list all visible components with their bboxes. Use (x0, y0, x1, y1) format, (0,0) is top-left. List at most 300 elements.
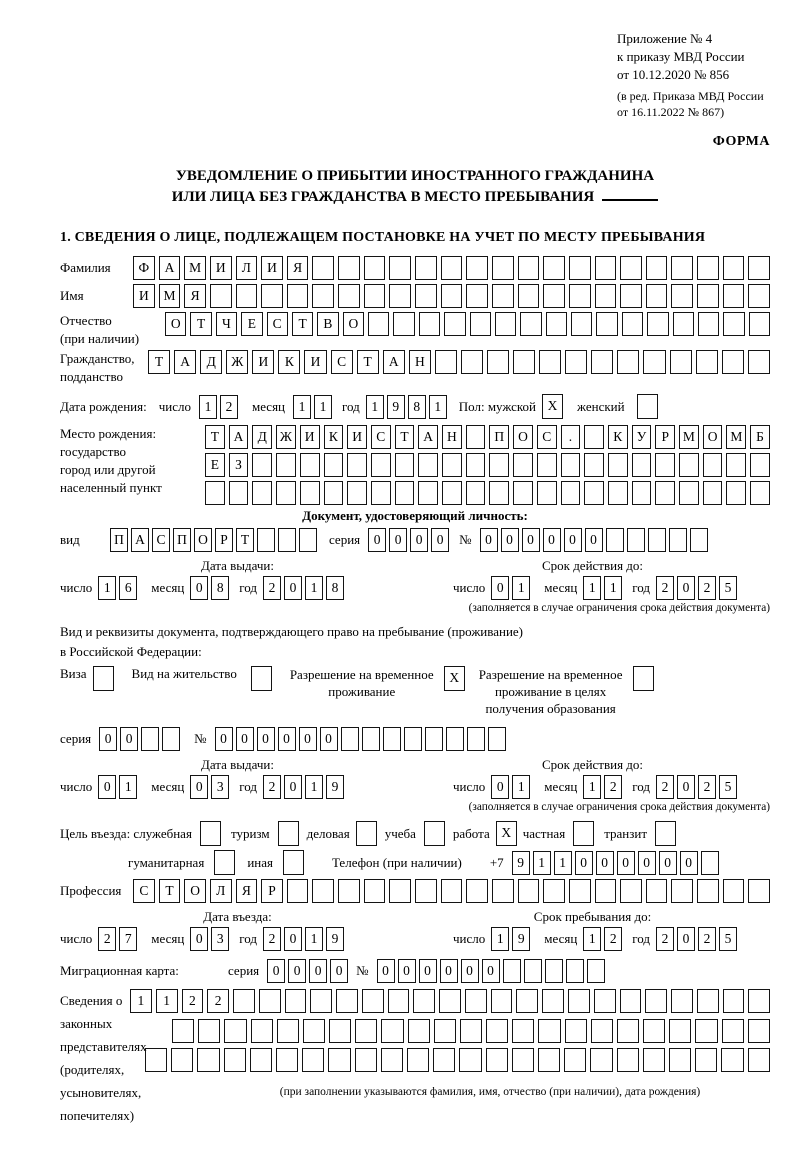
birth-date-label: Дата рождения: (60, 398, 147, 414)
birth-place-rows (205, 425, 770, 505)
char-cell (569, 284, 591, 308)
char-cell: 0 (309, 959, 327, 983)
residence-permit-checkbox (251, 666, 272, 691)
patronymic-label: Отчество (при наличии) (60, 313, 140, 346)
char-cell (608, 481, 628, 505)
representatives-cells-1 (130, 989, 770, 1013)
temp-permit-checkbox (444, 666, 465, 691)
char-cell: 0 (431, 528, 449, 552)
month-label: месяц (544, 779, 578, 794)
char-cell: 9 (512, 851, 530, 875)
char-cell: 0 (482, 959, 500, 983)
representatives-label: Сведения о законных представителях (родителях, усыновителях, попечителях) (60, 993, 147, 1123)
char-cell (356, 821, 377, 846)
validity-note: (заполняется в случае ограничения срока действия документа) (468, 602, 770, 614)
char-cell (251, 1019, 273, 1043)
char-cell (617, 1019, 639, 1043)
char-cell (197, 1048, 219, 1072)
day-label: число (453, 580, 486, 595)
char-cell (276, 481, 296, 505)
char-cell: 0 (522, 528, 540, 552)
char-cell (750, 453, 770, 477)
char-cell (145, 1048, 167, 1072)
identity-valid-col (415, 558, 770, 614)
char-cell: А (159, 256, 181, 280)
char-cell (93, 666, 114, 691)
purpose-humanitarian-checkbox (214, 850, 235, 875)
char-cell: 0 (284, 775, 302, 799)
char-cell (671, 989, 693, 1013)
char-cell (467, 727, 485, 751)
char-cell (647, 312, 668, 336)
given-name-cells (133, 284, 770, 308)
field-patronymic (60, 312, 770, 348)
char-cell (214, 850, 235, 875)
char-cell (595, 284, 617, 308)
char-cell (512, 1019, 534, 1043)
phone-prefix: +7 (489, 854, 504, 870)
entry-date-title: Дата въезда: (203, 909, 272, 924)
entry-dates (60, 909, 770, 951)
char-cell (617, 350, 639, 374)
char-cell (723, 256, 745, 280)
migration-card-label: Миграционная карта: (60, 963, 179, 978)
char-cell: 0 (284, 576, 302, 600)
char-cell: 0 (491, 576, 509, 600)
char-cell: Ф (133, 256, 155, 280)
char-cell (371, 481, 391, 505)
char-cell: 1 (533, 851, 551, 875)
stay-until-col (415, 909, 770, 951)
char-cell (748, 989, 770, 1013)
char-cell (287, 879, 309, 903)
header-amend-line: (в ред. Приказа МВД России (617, 89, 764, 103)
char-cell: 1 (583, 927, 601, 951)
sex-female-checkbox (637, 394, 658, 419)
char-cell: 0 (215, 727, 233, 751)
char-cell (646, 284, 668, 308)
char-cell (415, 284, 437, 308)
char-cell: И (261, 256, 283, 280)
char-cell (627, 528, 645, 552)
char-cell (341, 727, 359, 751)
char-cell: Л (236, 256, 258, 280)
char-cell: 1 (98, 576, 116, 600)
purpose-humanitarian-label: гуманитарная (128, 854, 205, 870)
char-cell (441, 879, 463, 903)
purpose-business-checkbox (200, 821, 221, 846)
stay-day (491, 927, 530, 951)
identity-issue-groups (60, 576, 415, 600)
char-cell: Р (655, 425, 675, 449)
phone-label: Телефон (при наличии) (331, 854, 462, 870)
representatives-cells-3 (145, 1048, 770, 1072)
residence-series-cells (99, 727, 180, 751)
char-cell: 0 (575, 851, 593, 875)
char-cell (620, 989, 642, 1013)
char-cell: 0 (677, 576, 695, 600)
char-cell (748, 350, 770, 374)
char-cell (697, 284, 719, 308)
sex-male-checkbox (542, 394, 563, 419)
char-cell: 0 (680, 851, 698, 875)
char-cell: 2 (698, 927, 716, 951)
char-cell (543, 256, 565, 280)
char-cell: С (267, 312, 288, 336)
char-cell: П (489, 425, 509, 449)
char-cell (424, 821, 445, 846)
char-cell: Ж (226, 350, 248, 374)
month-label: месяц (151, 779, 185, 794)
residence-valid-day (491, 775, 530, 799)
char-cell: 6 (119, 576, 137, 600)
char-cell: Я (184, 284, 206, 308)
purpose-private-checkbox (573, 821, 594, 846)
day-label: число (158, 398, 191, 414)
char-cell: 2 (220, 395, 238, 419)
char-cell (466, 256, 488, 280)
char-cell: Т (190, 312, 211, 336)
char-cell (489, 481, 509, 505)
identity-valid-day (491, 576, 530, 600)
char-cell (171, 1048, 193, 1072)
char-cell (518, 256, 540, 280)
char-cell: И (252, 350, 274, 374)
char-cell: К (278, 350, 300, 374)
day-label: число (60, 931, 93, 946)
header-block (617, 30, 770, 84)
purpose-tourism-checkbox (278, 821, 299, 846)
char-cell (324, 481, 344, 505)
char-cell (695, 1048, 717, 1072)
number-label: № (356, 963, 369, 978)
char-cell (495, 312, 516, 336)
sex-female-label: женский (577, 398, 625, 414)
purpose-transit-label: транзит (604, 825, 648, 841)
char-cell (355, 1048, 377, 1072)
char-cell: 0 (596, 851, 614, 875)
birth-place-cells-3 (205, 481, 770, 505)
given-name-label: Имя (60, 288, 84, 303)
residence-valid-col (415, 757, 770, 813)
char-cell: X (496, 821, 517, 846)
char-cell (721, 1048, 743, 1072)
char-cell: Б (750, 425, 770, 449)
char-cell: 0 (419, 959, 437, 983)
char-cell: 2 (263, 775, 281, 799)
char-cell (407, 1048, 429, 1072)
char-cell: 2 (698, 775, 716, 799)
stay-until-title: Срок пребывания до: (533, 909, 652, 924)
char-cell (543, 879, 565, 903)
char-cell (347, 481, 367, 505)
char-cell (545, 959, 563, 983)
char-cell (516, 989, 538, 1013)
char-cell (250, 1048, 272, 1072)
char-cell: 1 (156, 989, 178, 1013)
migration-number-cells (377, 959, 605, 983)
char-cell (310, 989, 332, 1013)
char-cell: Т (357, 350, 379, 374)
residence-valid-year (656, 775, 737, 799)
char-cell: 0 (99, 727, 117, 751)
char-cell: 0 (585, 528, 603, 552)
char-cell: М (726, 425, 746, 449)
char-cell (673, 312, 694, 336)
char-cell (362, 727, 380, 751)
char-cell (488, 727, 506, 751)
char-cell (287, 284, 309, 308)
day-label: число (453, 931, 486, 946)
issue-date-title: Дата выдачи: (200, 558, 274, 573)
char-cell: 2 (604, 775, 622, 799)
identity-valid-month (583, 576, 622, 600)
citizenship-label: Гражданство, подданство (60, 351, 135, 384)
surname-label: Фамилия (60, 260, 111, 275)
char-cell (466, 284, 488, 308)
char-cell: П (173, 528, 191, 552)
header-amend-line: от 16.11.2022 № 867) (617, 105, 725, 119)
char-cell (568, 989, 590, 1013)
char-cell (415, 879, 437, 903)
char-cell: О (513, 425, 533, 449)
char-cell: Т (395, 425, 415, 449)
purpose-work-checkbox (496, 821, 517, 846)
char-cell (643, 350, 665, 374)
char-cell (395, 453, 415, 477)
char-cell (632, 481, 652, 505)
char-cell (518, 284, 540, 308)
char-cell (608, 453, 628, 477)
char-cell (669, 1019, 691, 1043)
char-cell (285, 989, 307, 1013)
char-cell (620, 284, 642, 308)
char-cell (748, 1048, 770, 1072)
field-surname (60, 256, 770, 280)
char-cell: 0 (677, 775, 695, 799)
purpose-other-label: иная (247, 854, 273, 870)
char-cell: 9 (326, 775, 344, 799)
month-label: месяц (151, 931, 185, 946)
char-cell: Е (241, 312, 262, 336)
char-cell (446, 727, 464, 751)
char-cell (538, 1048, 560, 1072)
char-cell (491, 989, 513, 1013)
field-given-name (60, 284, 770, 308)
char-cell (251, 666, 272, 691)
header-amendment (617, 88, 770, 120)
char-cell (205, 481, 225, 505)
year-label: год (239, 580, 258, 595)
char-cell: 1 (314, 395, 332, 419)
char-cell: X (444, 666, 465, 691)
year-label: год (239, 931, 258, 946)
char-cell (669, 1048, 691, 1072)
char-cell: И (133, 284, 155, 308)
char-cell (236, 284, 258, 308)
char-cell: 1 (305, 576, 323, 600)
char-cell (518, 879, 540, 903)
edu-permit-checkbox (633, 666, 654, 691)
char-cell (632, 453, 652, 477)
char-cell: С (133, 879, 155, 903)
char-cell (466, 879, 488, 903)
char-cell: К (608, 425, 628, 449)
field-identity-doc (60, 528, 770, 552)
month-label: месяц (151, 580, 185, 595)
identity-valid-groups (453, 576, 770, 600)
char-cell: X (542, 394, 563, 419)
char-cell (748, 256, 770, 280)
char-cell: Я (287, 256, 309, 280)
char-cell: Ч (216, 312, 237, 336)
surname-cells (133, 256, 770, 280)
char-cell: 0 (257, 727, 275, 751)
validity-note: (заполняется в случае ограничения срока действия документа) (468, 801, 770, 813)
char-cell: С (331, 350, 353, 374)
header-line: Приложение № 4 (617, 31, 713, 46)
char-cell (697, 256, 719, 280)
char-cell: У (632, 425, 652, 449)
char-cell: В (317, 312, 338, 336)
char-cell: 2 (604, 927, 622, 951)
char-cell (543, 284, 565, 308)
char-cell: 1 (293, 395, 311, 419)
char-cell (328, 1048, 350, 1072)
char-cell (442, 481, 462, 505)
char-cell: И (347, 425, 367, 449)
char-cell: З (229, 453, 249, 477)
char-cell (371, 453, 391, 477)
char-cell (466, 481, 486, 505)
char-cell: 0 (98, 775, 116, 799)
char-cell (723, 989, 745, 1013)
char-cell (587, 959, 605, 983)
char-cell: 2 (656, 775, 674, 799)
char-cell (584, 453, 604, 477)
char-cell: Д (252, 425, 272, 449)
char-cell (695, 1019, 717, 1043)
char-cell: 2 (207, 989, 229, 1013)
char-cell (697, 879, 719, 903)
char-cell (537, 453, 557, 477)
char-cell: С (152, 528, 170, 552)
title-line-1: УВЕДОМЛЕНИЕ О ПРИБЫТИИ ИНОСТРАННОГО ГРАЖДАНИНА (175, 168, 655, 184)
residence-number-cells (215, 727, 506, 751)
char-cell (486, 1019, 508, 1043)
char-cell (395, 481, 415, 505)
char-cell (566, 959, 584, 983)
char-cell (441, 256, 463, 280)
char-cell: Н (409, 350, 431, 374)
char-cell (466, 453, 486, 477)
identity-issue-month (190, 576, 229, 600)
char-cell: 0 (617, 851, 635, 875)
char-cell: 9 (326, 927, 344, 951)
char-cell (671, 284, 693, 308)
migration-series-cells (267, 959, 348, 983)
issue-date-title: Дата выдачи: (200, 757, 274, 772)
identity-issue-col (60, 558, 415, 614)
representatives-footnote: (при заполнении указываются фамилия, имя, отчество (при наличии), дата рождения) (279, 1086, 701, 1098)
char-cell (408, 1019, 430, 1043)
edu-permit-label: Разрешение на временное проживание в целях получения образования (478, 667, 623, 716)
char-cell: 1 (130, 989, 152, 1013)
char-cell: 8 (408, 395, 426, 419)
purpose-private-label: частная (522, 825, 566, 841)
month-label: месяц (544, 931, 578, 946)
char-cell: О (194, 528, 212, 552)
char-cell: И (304, 350, 326, 374)
char-cell (312, 284, 334, 308)
entry-date-col (60, 909, 415, 951)
residence-doc-options (60, 666, 770, 717)
char-cell (726, 481, 746, 505)
char-cell: 3 (211, 775, 229, 799)
field-citizenship (60, 350, 770, 386)
char-cell: 1 (604, 576, 622, 600)
char-cell (594, 989, 616, 1013)
char-cell (513, 481, 533, 505)
residence-issue-year (263, 775, 344, 799)
char-cell (696, 350, 718, 374)
representatives-cells-2 (172, 1019, 770, 1043)
purpose-tourism-label: туризм (230, 825, 270, 841)
char-cell (224, 1019, 246, 1043)
char-cell (364, 256, 386, 280)
char-cell (564, 1048, 586, 1072)
char-cell (324, 453, 344, 477)
char-cell (442, 453, 462, 477)
char-cell: 0 (278, 727, 296, 751)
residence-issue-groups (60, 775, 415, 799)
char-cell: 2 (182, 989, 204, 1013)
valid-until-title: Срок действия до: (541, 558, 644, 573)
char-cell (617, 1048, 639, 1072)
char-cell (141, 727, 159, 751)
identity-number-cells (480, 528, 708, 552)
purpose-transit-checkbox (655, 821, 676, 846)
char-cell (670, 350, 692, 374)
char-cell: С (537, 425, 557, 449)
char-cell: Д (200, 350, 222, 374)
char-cell (512, 1048, 534, 1072)
char-cell (655, 453, 675, 477)
char-cell (679, 481, 699, 505)
purpose-label: Цель въезда: служебная (60, 825, 192, 841)
char-cell (444, 312, 465, 336)
citizenship-cells (148, 350, 770, 374)
char-cell: 0 (190, 927, 208, 951)
char-cell (669, 528, 687, 552)
char-cell (229, 481, 249, 505)
char-cell (210, 284, 232, 308)
char-cell (492, 879, 514, 903)
char-cell: К (324, 425, 344, 449)
char-cell: Р (261, 879, 283, 903)
char-cell (748, 879, 770, 903)
char-cell: 0 (267, 959, 285, 983)
char-cell: 0 (236, 727, 254, 751)
char-cell (489, 453, 509, 477)
stay-until-groups (453, 927, 770, 951)
char-cell: 5 (719, 775, 737, 799)
char-cell: 9 (512, 927, 530, 951)
char-cell: 1 (583, 775, 601, 799)
char-cell (459, 1048, 481, 1072)
birth-month-cells (293, 395, 332, 419)
char-cell: 0 (330, 959, 348, 983)
